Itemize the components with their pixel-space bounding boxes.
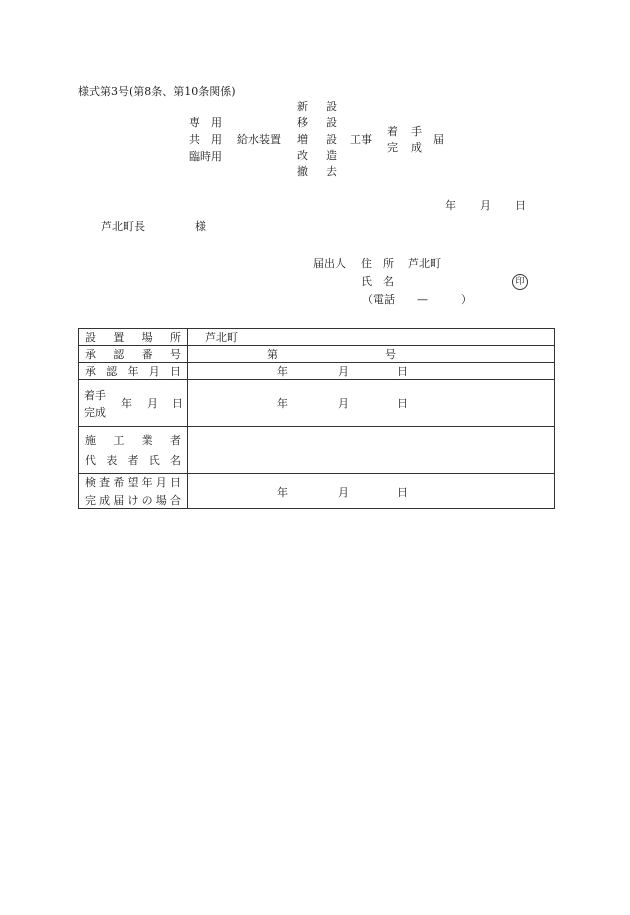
work-type-right-1: 設: [326, 100, 337, 113]
work-type-right-4: 造: [326, 149, 337, 162]
row-location: [79, 329, 555, 346]
name-label: 氏 名: [361, 275, 394, 288]
status-complete-2: 成: [411, 141, 422, 154]
approval-date-day: 日: [397, 365, 408, 378]
date-year: 年: [445, 199, 456, 212]
subject-water-supply: 給水装置: [237, 133, 281, 146]
location-label: 設 置 場 所: [79, 329, 188, 346]
row-inspection-date: [79, 474, 555, 509]
date-day: 日: [515, 199, 526, 212]
date-month: 月: [480, 199, 491, 212]
row-contractor: [79, 427, 555, 474]
inspection-date-cell: [188, 474, 555, 509]
approval-number-cell: [188, 346, 555, 363]
start-complete-year: 年: [277, 396, 288, 410]
contractor-label: 施 工 業 者 代 表 者 氏 名: [79, 427, 188, 474]
work-type-left-5: 撤: [297, 165, 308, 178]
start-complete-day: 日: [397, 396, 408, 410]
addressee-honorific: 様: [195, 220, 206, 233]
start-label: 着手: [84, 388, 106, 402]
form-number: 様式第3号(第8条、第10条関係): [78, 85, 236, 98]
inspection-date-label: 検 査 希 望 年 月 日 完 成 届 け の 場 合: [79, 474, 188, 509]
address-label: 住 所: [361, 257, 394, 270]
approval-date-year: 年: [277, 365, 288, 378]
status-start-1: 着: [387, 125, 398, 138]
inspection-month: 月: [338, 485, 349, 499]
approval-date-month: 月: [338, 365, 349, 378]
work-type-right-2: 設: [326, 116, 337, 129]
approval-number-suffix: 号: [385, 348, 396, 361]
inspection-day: 日: [397, 485, 408, 499]
work-type-left-2: 移: [297, 116, 308, 129]
usage-exclusive: 専 用: [189, 116, 222, 129]
status-start-2: 手: [411, 125, 422, 138]
start-complete-label: 着手 完成 年 月 日: [79, 380, 188, 427]
work-type-right-3: 設: [326, 133, 337, 146]
contractor-value-cell: [188, 427, 555, 474]
usage-shared: 共 用: [189, 133, 222, 146]
address-value: 芦北町: [408, 257, 441, 270]
location-value-cell: [188, 329, 555, 346]
addressee-name: 芦北町長: [101, 220, 145, 233]
notice-label: 届: [433, 133, 444, 146]
approval-number-prefix: 第: [267, 348, 278, 361]
inspection-year: 年: [277, 485, 288, 499]
usage-temporary: 臨時用: [189, 150, 222, 163]
approval-number-label: 承 認 番 号: [79, 346, 188, 363]
seal-mark: 印: [512, 274, 528, 290]
work-type-left-3: 増: [297, 133, 308, 146]
phone-line: （電話 — ）: [362, 293, 472, 306]
work-type-left-1: 新: [297, 100, 308, 113]
approval-date-cell: [188, 363, 555, 380]
location-value: 芦北町: [205, 331, 238, 344]
application-table: [78, 328, 555, 509]
start-complete-month: 月: [338, 396, 349, 410]
status-complete-1: 完: [387, 141, 398, 154]
construction-label: 工事: [350, 133, 372, 146]
work-type-left-4: 改: [297, 149, 308, 162]
start-complete-date-cell: [188, 380, 555, 427]
applicant-label: 届出人: [313, 257, 346, 270]
row-start-complete-date: [79, 380, 555, 427]
row-approval-date: [79, 363, 555, 380]
complete-label: 完成: [84, 405, 106, 419]
approval-date-label: 承 認 年 月 日: [79, 363, 188, 380]
row-approval-number: [79, 346, 555, 363]
work-type-right-5: 去: [326, 165, 337, 178]
